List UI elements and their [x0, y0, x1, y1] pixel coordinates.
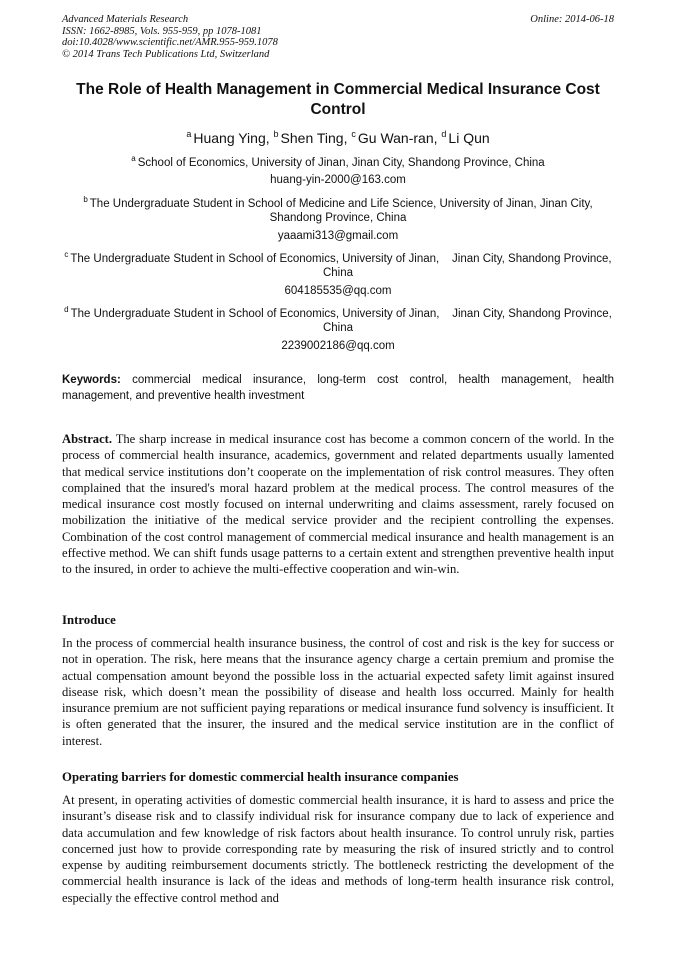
affiliation-superscript: d	[64, 305, 69, 314]
online-date: Online: 2014-06-18	[530, 14, 614, 25]
affiliation	[62, 248, 614, 280]
author-email: yaaami313@gmail.com	[277, 230, 399, 242]
author-email: 604185535@qq.com	[284, 285, 392, 297]
section-body-operating-barriers: At present, in operating activities of domestic commercial health insurance, it is hard to assess and price the insurant’s disease risk and to classify individual risk for insurance company due to lack of experience and data accumulation and few knowledge of risk factors about health insurance. To control unruly risk, parties concerned just how to provide corresponding rate by measuring the risk of insured strictly and to control expense by auditing reimbursement documents strictly. The bottleneck restricting the development of the commercial health insurance is lack of the ideas and methods of long-term health insurance risk control, especially the effective control method and	[62, 793, 614, 905]
abstract-text: The sharp increase in medical insurance cost has become a common concern of the world. In the process of commercial health insurance, academics, government and related departments usually lamented that medical service institutions don’t cooperate on the implementation of risk control measures. They often complained that the insured's moral hazard problem at the medical process. The control measures of the medical insurance cost mostly focused on internal underwriting and claims assessment, rarely focused on mobilization the initiative of the medical service provider and the recipient controlling the expenses. Combination of the cost control management of commercial medical insurance and health management is an effective method. We can shift funds usage patterns to a certain extent and strengthen preventive health input to the insured, in order to achieve the multi-effective cooperation and win-win.	[62, 432, 615, 577]
author	[274, 130, 348, 146]
author-name: Huang Ying,	[193, 130, 270, 146]
journal-name: Advanced Materials Research	[62, 14, 189, 25]
paper-title: The Role of Health Management in Commercial Medical Insurance Cost Control	[76, 81, 600, 118]
author	[351, 130, 437, 146]
abstract	[62, 431, 614, 578]
author	[441, 130, 489, 146]
affiliation-text: School of Economics, University of Jinan, Jinan City, Shandong Province, China	[137, 157, 545, 169]
affiliation-superscript: b	[83, 195, 88, 204]
author-superscript: a	[186, 129, 192, 139]
section-heading-operating-barriers: Operating barriers for domestic commercial health insurance companies	[62, 770, 459, 784]
affiliation	[62, 152, 614, 170]
keywords	[62, 372, 614, 404]
affiliation-text: The Undergraduate Student in School of Medicine and Life Science, University of Jinan, Jinan City, Shandong Province, China	[89, 198, 593, 224]
keywords-text: commercial medical insurance, long-term cost control, health management, health management, and preventive health investment	[62, 374, 614, 402]
author-name: Gu Wan-ran,	[357, 130, 438, 146]
author-email: huang-yin-2000@163.com	[270, 174, 406, 186]
affiliation-superscript: c	[64, 250, 69, 259]
copyright-line: © 2014 Trans Tech Publications Ltd, Switzerland	[62, 48, 270, 60]
author-superscript: b	[273, 129, 279, 139]
author-email: 2239002186@qq.com	[281, 340, 395, 352]
author	[186, 130, 269, 146]
issn-line: ISSN: 1662-8985, Vols. 955-959, pp 1078-1081	[62, 25, 262, 37]
author-list	[62, 124, 614, 148]
section-heading-introduce: Introduce	[62, 613, 116, 627]
author-name: Shen Ting,	[280, 130, 348, 146]
author-superscript: d	[441, 129, 447, 139]
journal-header	[62, 14, 614, 60]
affiliation-text: The Undergraduate Student in School of Economics, University of Jinan, Jinan City, Shandong Province, China	[70, 308, 616, 334]
affiliation-text: The Undergraduate Student in School of Economics, University of Jinan, Jinan City, Shandong Province, China	[70, 253, 615, 279]
affiliation	[62, 193, 614, 225]
author-superscript: c	[351, 129, 356, 139]
affiliation	[62, 303, 614, 335]
affiliation-superscript: a	[131, 154, 136, 163]
section-body-introduce: In the process of commercial health insurance business, the control of cost and risk is the key for success or not in operation. The risk, here means that the insurance agency charge a certain premium and promise the actual compensation amount beyond the possible loss in the actuarial expected safety limit against insured disease risk, which doesn’t mean the possibility of disease and health loss occurred. Mainly for health insurance premium are not sufficient paying reparations or medical insurance fund solvency is insufficient. It is often generated that the insurer, the insured and the medical service institution are in the conflict of interest.	[62, 636, 614, 748]
abstract-label: Abstract.	[62, 432, 113, 446]
author-name: Li Qun	[448, 130, 490, 146]
keywords-label: Keywords:	[62, 374, 121, 386]
doi-line: doi:10.4028/www.scientific.net/AMR.955-959.1078	[62, 37, 278, 48]
